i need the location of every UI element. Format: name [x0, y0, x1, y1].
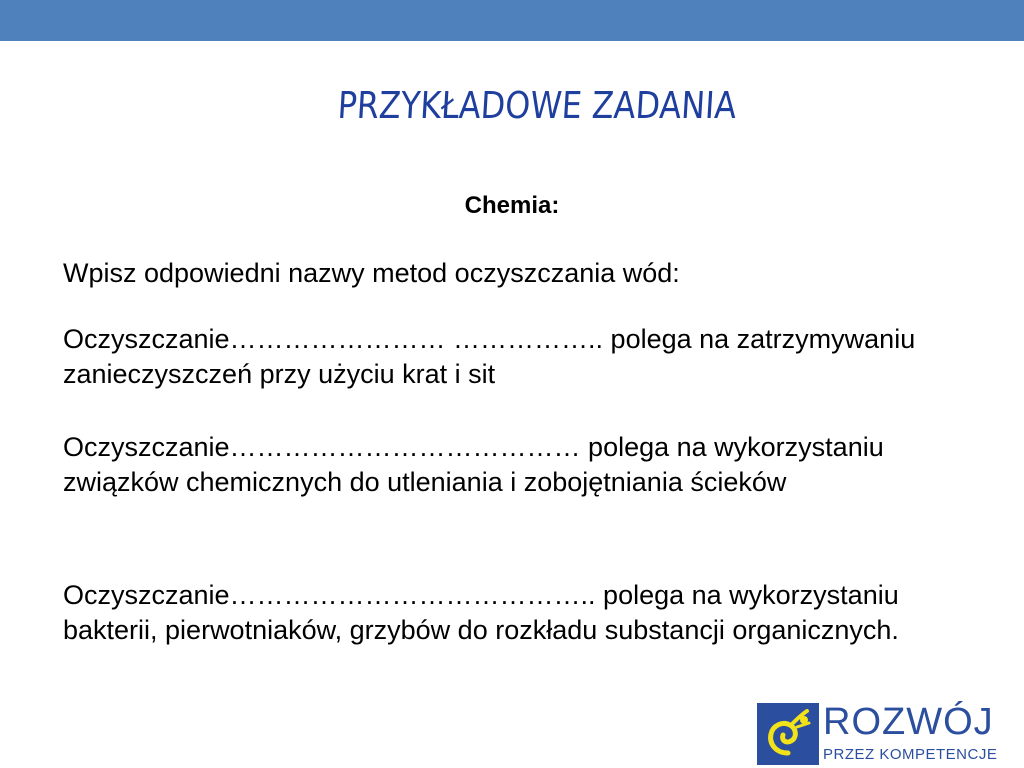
task-instruction: Wpisz odpowiedni nazwy metod oczyszczania wód:	[63, 258, 680, 288]
rozwoj-logo	[757, 703, 1024, 768]
subject-heading: Chemia:	[464, 192, 560, 219]
logo-spiral-icon	[757, 703, 819, 765]
task-paragraph-3: Oczyszczanie………………………………….. polega na wykorzystaniu bakterii, pierwotniaków, grzybów do rozkładu substancji organicznych.	[63, 580, 899, 645]
logo-tagline: PRZEZ KOMPETENCJE	[823, 746, 998, 763]
task-paragraph-1: Oczyszczanie…………………… …………….. polega na zatrzymywaniu zanieczyszczeń przy użyciu krat i sit	[63, 324, 916, 389]
task-paragraph-2: Oczyszczanie………………………………… polega na wykorzystaniu związków chemicznych do utleniania i zobojętniania ścieków	[63, 432, 884, 497]
logo-wordmark: ROZWÓJ	[823, 701, 994, 743]
slide-title: PRZYKŁADOWE ZADANIA	[336, 84, 738, 127]
top-accent-bar	[0, 0, 1024, 41]
